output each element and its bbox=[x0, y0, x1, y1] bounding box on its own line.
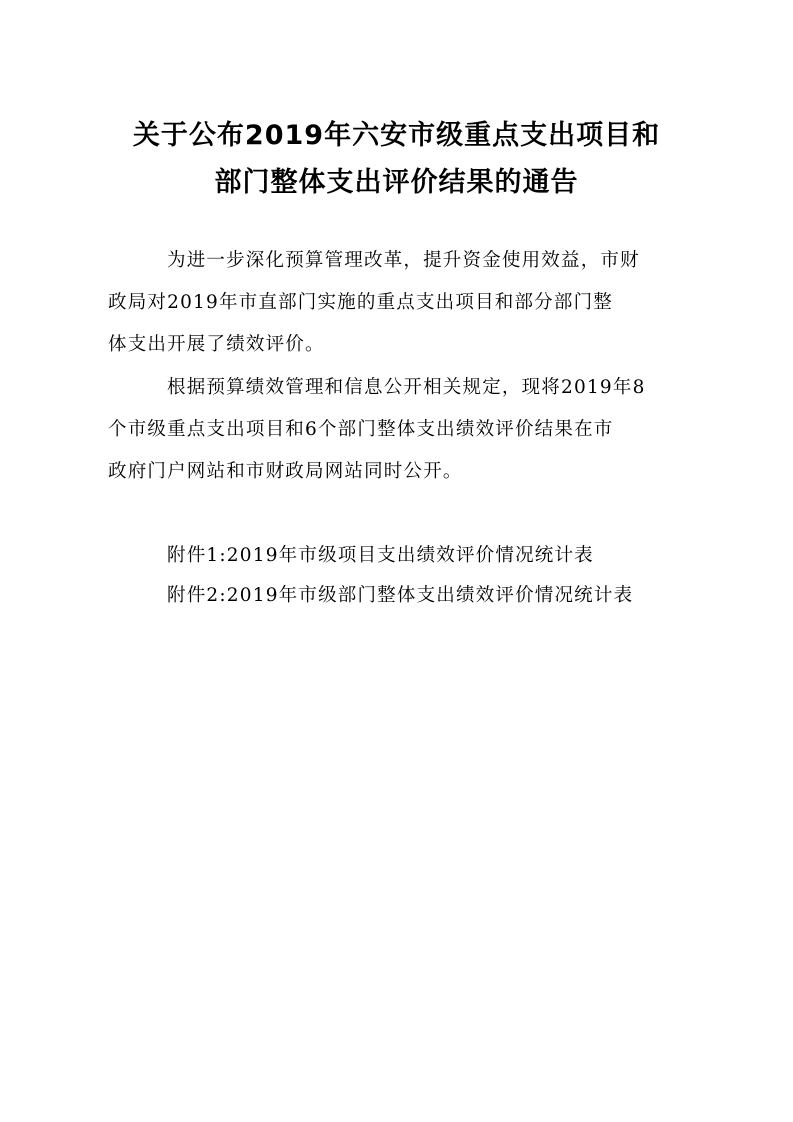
paragraph-1-line-2: 政局对2019年市直部门实施的重点支出项目和部分部门整 bbox=[108, 292, 613, 313]
attachment-item-1: 附件1:2019年市级项目支出绩效评价情况统计表 bbox=[167, 545, 594, 566]
attachment-item-2: 附件2:2019年市级部门整体支出绩效评价情况统计表 bbox=[167, 585, 634, 606]
paragraph-2-line-1: 根据预算绩效管理和信息公开相关规定，现将2019年8 bbox=[167, 377, 646, 398]
paragraph-2-line-2: 个市级重点支出项目和6个部门整体支出绩效评价结果在市 bbox=[108, 419, 614, 440]
document-title-line-2: 部门整体支出评价结果的通告 bbox=[214, 167, 579, 198]
paragraph-1-line-3: 体支出开展了绩效评价。 bbox=[108, 334, 325, 355]
attachment-list bbox=[167, 536, 633, 616]
body-paragraph-1 bbox=[108, 240, 688, 366]
body-paragraph-2 bbox=[108, 367, 688, 493]
paragraph-2-line-3: 政府门户网站和市财政局网站同时公开。 bbox=[108, 461, 463, 482]
paragraph-1-line-1: 为进一步深化预算管理改革，提升资金使用效益，市财 bbox=[167, 250, 640, 271]
document-title-line-1: 关于公布2019年六安市级重点支出项目和 bbox=[132, 120, 661, 151]
